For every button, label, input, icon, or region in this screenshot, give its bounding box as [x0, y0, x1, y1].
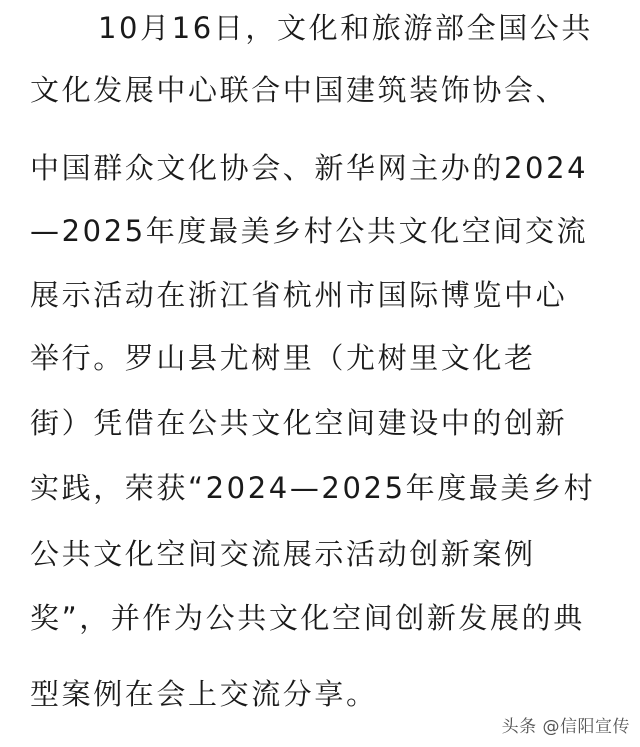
paragraph-line: 型案例在会上交流分享。	[30, 677, 378, 711]
paragraph-line: —2025年度最美乡村公共文化空间交流	[30, 214, 589, 248]
paragraph-line: 实践，荣获“2024—2025年度最美乡村	[30, 471, 596, 505]
paragraph-line: 奖”，并作为公共文化空间创新发展的典	[30, 601, 585, 635]
paragraph-line: 街）凭借在公共文化空间建设中的创新	[30, 406, 568, 440]
paragraph-line: 展示活动在浙江省杭州市国际博览中心	[30, 278, 568, 312]
paragraph-line: 10月16日，文化和旅游部全国公共	[98, 11, 594, 45]
paragraph-line: 举行。罗山县尤树里（尤树里文化老	[30, 341, 536, 375]
paragraph-line: 公共文化空间交流展示活动创新案例	[30, 537, 536, 571]
paragraph-line: 中国群众文化协会、新华网主办的2024	[30, 151, 589, 185]
paragraph-line: 文化发展中心联合中国建筑装饰协会、	[30, 73, 568, 107]
source-watermark: 头条 @信阳宣传	[501, 717, 630, 737]
